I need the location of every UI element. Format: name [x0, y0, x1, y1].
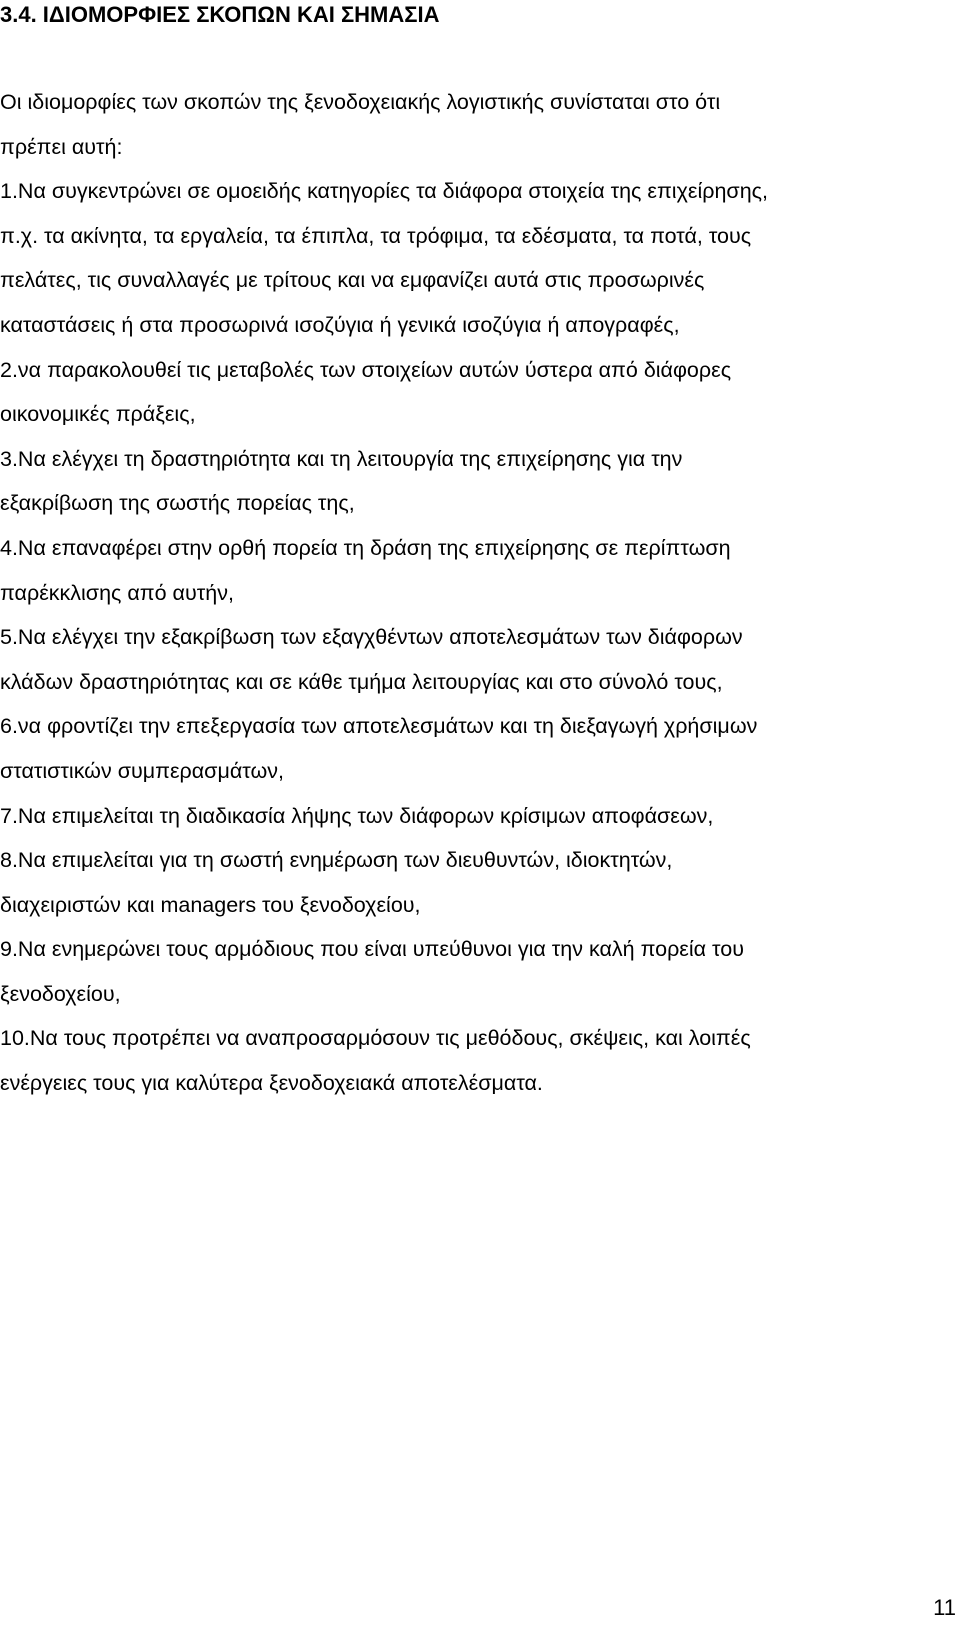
- section-body: [0, 80, 958, 1106]
- text-line: ενέργειες τους για καλύτερα ξενοδοχειακά αποτελέσματα.: [0, 1071, 543, 1096]
- text-line: πρέπει αυτή:: [0, 134, 123, 159]
- list-item-7-line: 7.Να επιμελείται τη διαδικασία λήψης των διάφορων κρίσιμων αποφάσεων,: [0, 803, 714, 828]
- list-item-5-line: 5.Να ελέγχει την εξακρίβωση των εξαγχθέντων αποτελεσμάτων των διάφορων: [0, 625, 743, 650]
- text-line: παρέκκλισης από αυτήν,: [0, 580, 234, 605]
- list-item-8-line: 8.Να επιμελείται για τη σωστή ενημέρωση των διευθυντών, ιδιοκτητών,: [0, 848, 673, 873]
- list-item-10-line: 10.Να τους προτρέπει να αναπροσαρμόσουν τις μεθόδους, σκέψεις, και λοιπές: [0, 1026, 751, 1051]
- text-line: πελάτες, τις συναλλαγές με τρίτους και να εμφανίζει αυτά στις προσωρινές: [0, 268, 705, 293]
- text-line: οικονομικές πράξεις,: [0, 402, 196, 427]
- text-line: διαχειριστών και managers του ξενοδοχείου,: [0, 892, 421, 917]
- list-item-4-line: 4.Να επαναφέρει στην ορθή πορεία τη δράση της επιχείρησης σε περίπτωση: [0, 535, 731, 560]
- text-line: ξενοδοχείου,: [0, 981, 121, 1006]
- text-line: π.χ. τα ακίνητα, τα εργαλεία, τα έπιπλα, τα τρόφιμα, τα εδέσματα, τα ποτά, τους: [0, 223, 752, 248]
- text-line: Οι ιδιομορφίες των σκοπών της ξενοδοχειακής λογιστικής συνίσταται στο ότι: [0, 90, 721, 114]
- page-number: 11: [933, 1595, 956, 1620]
- text-line: στατιστικών συμπερασμάτων,: [0, 758, 284, 783]
- list-item-3-line: 3.Να ελέγχει τη δραστηριότητα και τη λειτουργία της επιχείρησης για την: [0, 446, 683, 471]
- list-item-1-line: 1.Να συγκεντρώνει σε ομοειδής κατηγορίες τα διάφορα στοιχεία της επιχείρησης,: [0, 179, 768, 204]
- list-item-9-line: 9.Να ενημερώνει τους αρμόδιους που είναι υπεύθυνοι για την καλή πορεία του: [0, 937, 744, 962]
- list-item-2-line: 2.να παρακολουθεί τις μεταβολές των στοιχείων αυτών ύστερα από διάφορες: [0, 357, 732, 382]
- section-heading: 3.4. ΙΔΙΟΜΟΡΦΙΕΣ ΣΚΟΠΩΝ ΚΑΙ ΣΗΜΑΣΙΑ: [0, 2, 440, 27]
- text-line: εξακρίβωση της σωστής πορείας της,: [0, 491, 355, 516]
- list-item-6-line: 6.να φροντίζει την επεξεργασία των αποτελεσμάτων και τη διεξαγωγή χρήσιμων: [0, 714, 758, 739]
- text-line: καταστάσεις ή στα προσωρινά ισοζύγια ή γενικά ισοζύγια ή απογραφές,: [0, 312, 680, 337]
- text-line: κλάδων δραστηριότητας και σε κάθε τμήμα λειτουργίας και στο σύνολό τους,: [0, 669, 723, 694]
